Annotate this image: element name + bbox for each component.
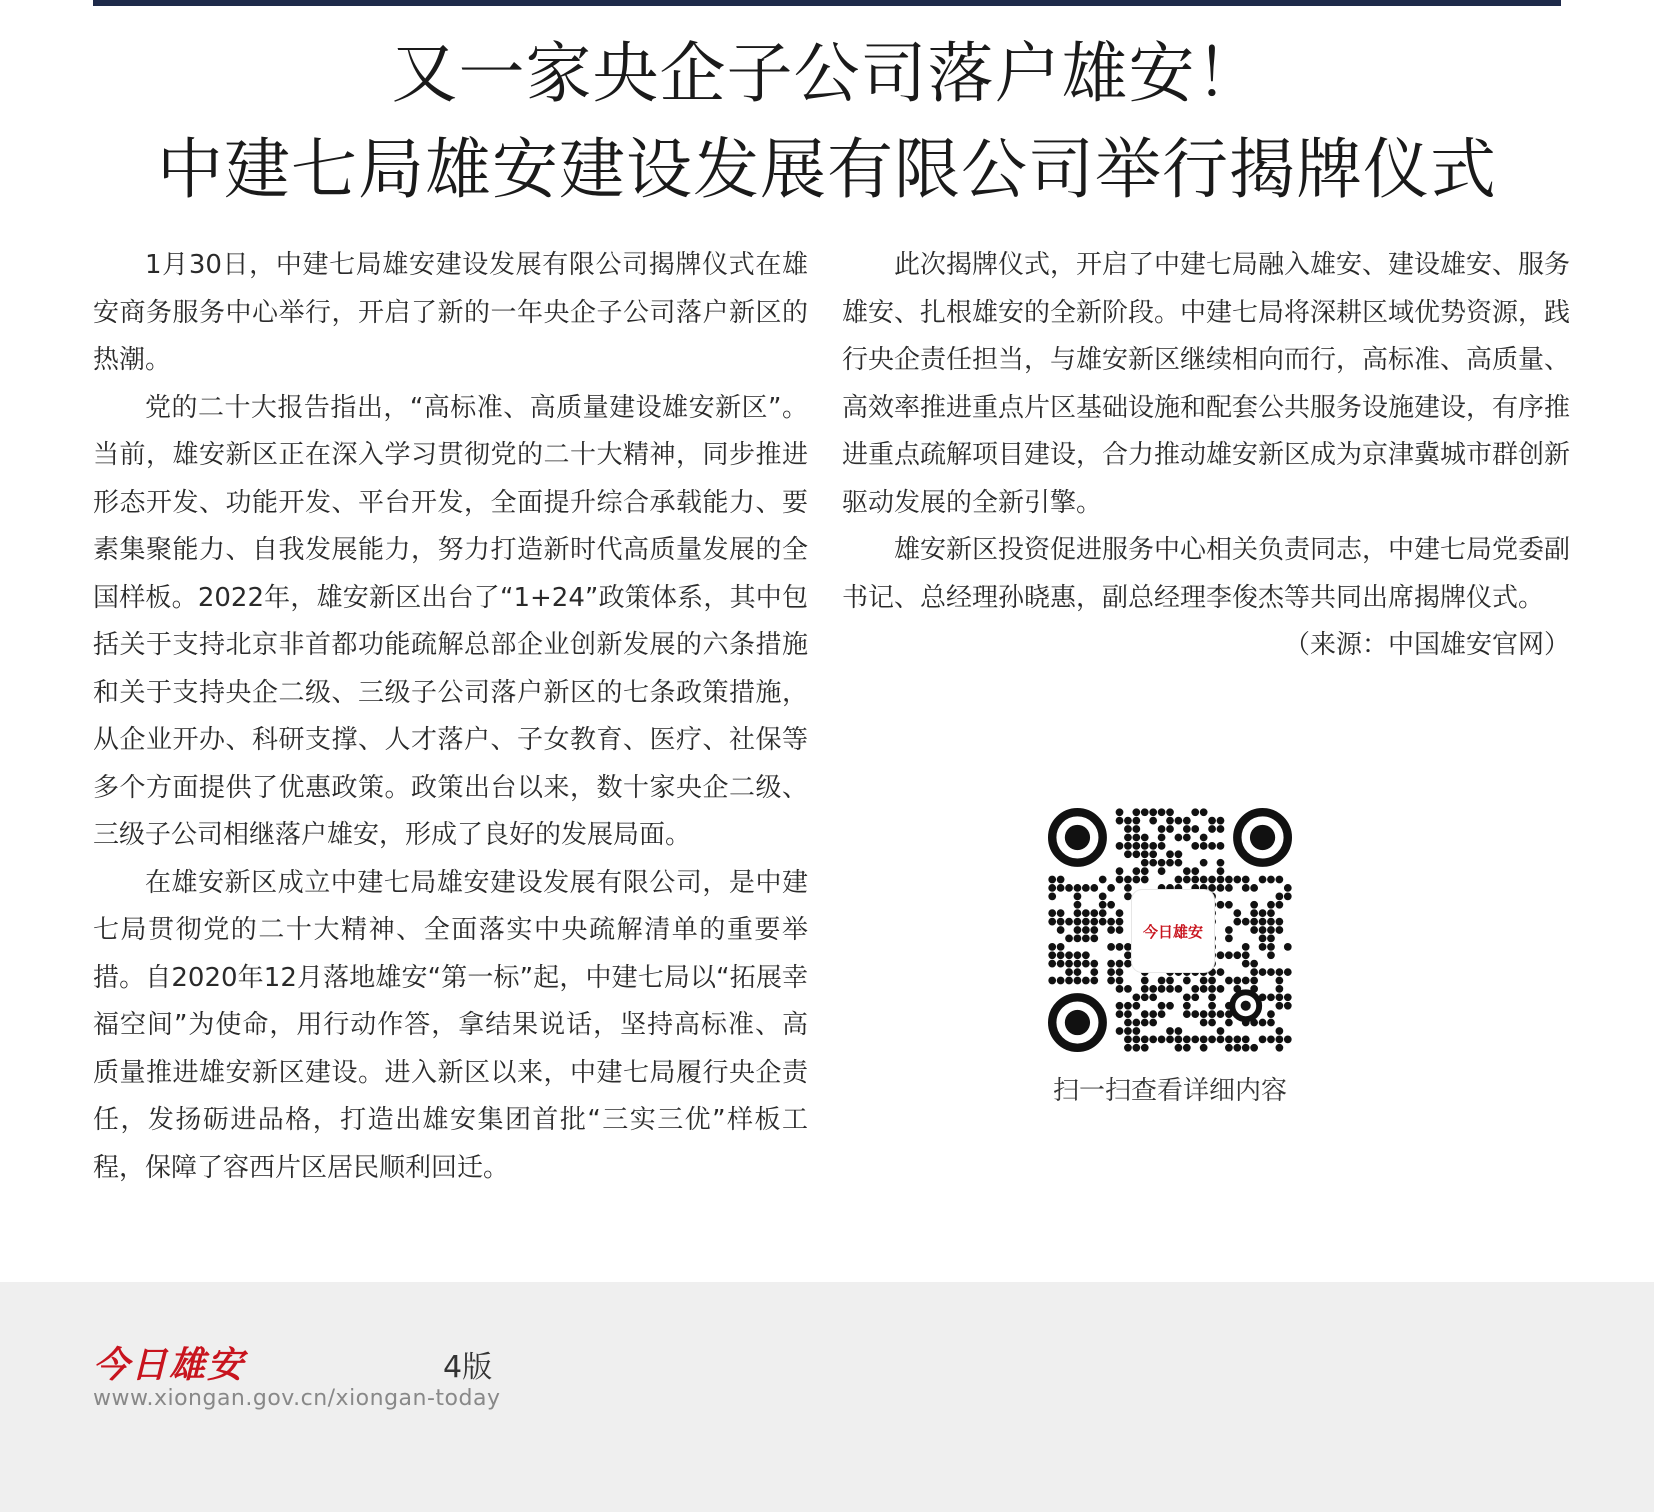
qr-block (1040, 808, 1300, 1107)
qr-center-logo: 今日雄安 (1132, 890, 1214, 972)
headline-line-2: 中建七局雄安建设发展有限公司举行揭牌仪式 (157, 131, 1497, 208)
article-paragraph: 党的二十大报告指出，“高标准、高质量建设雄安新区”。当前，雄安新区正在深入学习贯彻党的二十大精神，同步推进形态开发、功能开发、平台开发，全面提升综合承载能力、要素集聚能力、自我发展能力，努力打造新时代高质量发展的全国样板。2022年，雄安新区出台了“1+24”政策体系，其中包括关于支持北京非首都功能疏解总部企业创新发展的六条措施和关于支持央企二级、三级子公司落户新区的七条政策措施，从企业开办、科研支撑、人才落户、子女教育、医疗、社保等多个方面提供了优惠政策。政策出台以来，数十家央企二级、三级子公司相继落户雄安，形成了良好的发展局面。 (93, 392, 808, 850)
article-paragraph: 1月30日，中建七局雄安建设发展有限公司揭牌仪式在雄安商务服务中心举行，开启了新的一年央企子公司落户新区的热潮。 (93, 250, 808, 375)
footer-brand-logo: 今日雄安 (93, 1344, 246, 1386)
qr-code[interactable] (1048, 808, 1292, 1052)
headline-line-1: 又一家央企子公司落户雄安！ (391, 35, 1263, 112)
footer-url[interactable]: www.xiongan.gov.cn/xiongan-today (93, 1386, 501, 1411)
article-paragraph: 在雄安新区成立中建七局雄安建设发展有限公司，是中建七局贯彻党的二十大精神、全面落实中央疏解清单的重要举措。自2020年12月落地雄安“第一标”起，中建七局以“拓展幸福空间”为使命，用行动作答，拿结果说话，坚持高标准、高质量推进雄安新区建设。进入新区以来，中建七局履行央企责任，发扬砺进品格，打造出雄安集团首批“三实三优”样板工程，保障了容西片区居民顺利回迁。 (93, 867, 808, 1183)
article-paragraph: 此次揭牌仪式，开启了中建七局融入雄安、建设雄安、服务雄安、扎根雄安的全新阶段。中建七局将深耕区域优势资源，践行央企责任担当，与雄安新区继续相向而行，高标准、高质量、高效率推进重点片区基础设施和配套公共服务设施建设，有序推进重点疏解项目建设，合力推动雄安新区成为京津冀城市群创新驱动发展的全新引擎。 (842, 250, 1571, 518)
article-column-right (842, 242, 1570, 670)
headline (0, 30, 1654, 222)
qr-caption: 扫一扫查看详细内容 (1052, 1076, 1287, 1106)
article-source: （来源：中国雄安官网） (1283, 630, 1570, 660)
top-rule (93, 0, 1561, 6)
footer-page-number: 4版 (443, 1350, 493, 1385)
article-column-left (93, 242, 808, 1192)
article-paragraph: 雄安新区投资促进服务中心相关负责同志，中建七局党委副书记、总经理孙晓惠，副总经理李俊杰等共同出席揭牌仪式。 (842, 535, 1571, 613)
footer (0, 1282, 1654, 1512)
